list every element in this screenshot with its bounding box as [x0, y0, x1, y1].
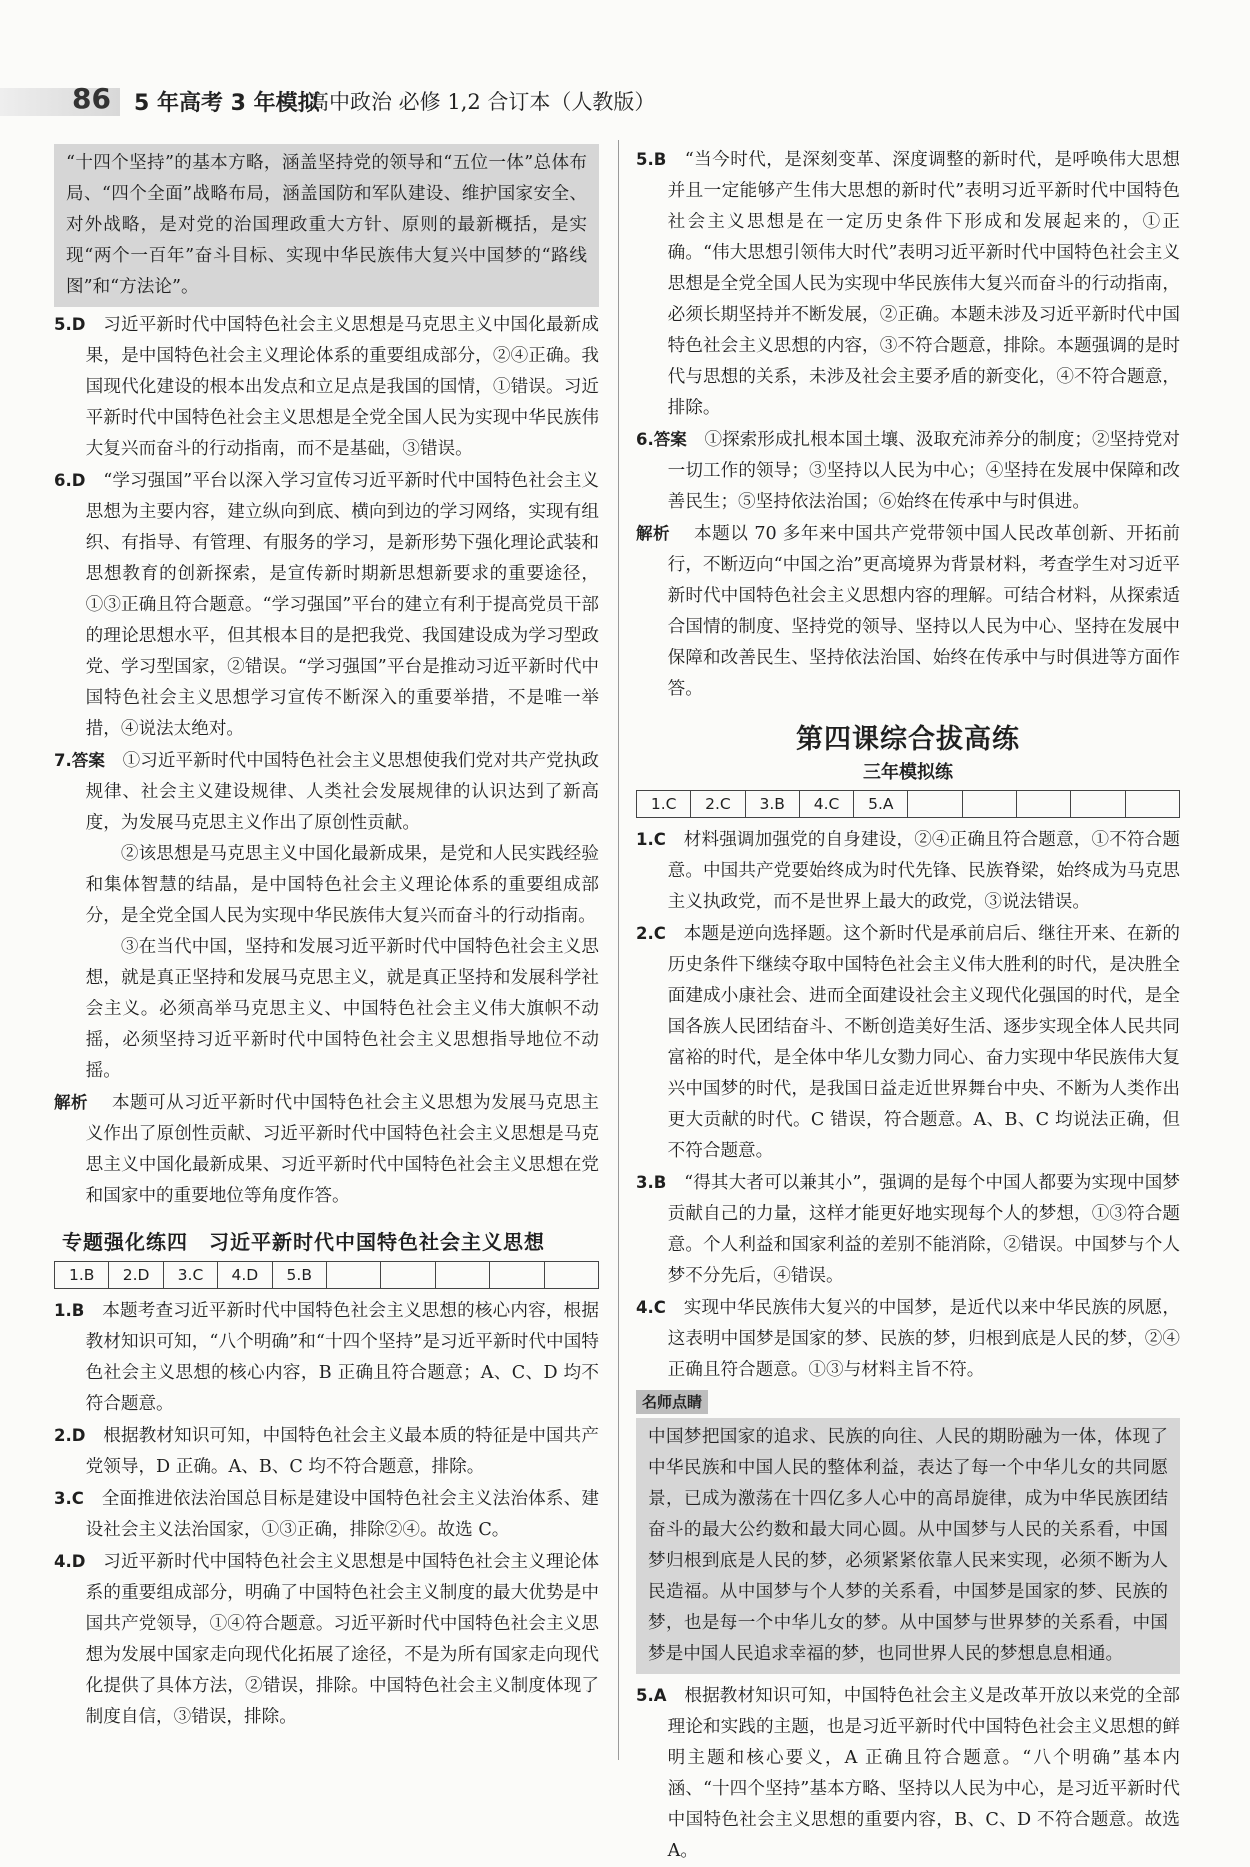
answer-item [636, 1167, 1180, 1292]
right-column [636, 144, 1180, 1867]
answer-item [636, 1292, 1180, 1386]
book-subtitle: 高中政治 必修 1,2 合订本（人教版） [308, 90, 656, 114]
analysis-text: 本题可从习近平新时代中国特色社会主义思想为发展马克思主义作出了原创性贡献、习近平新时代中国特色社会主义思想是马克思主义中国化最新成果、习近平新时代中国特色社会主义思想在党和国家中的重要地位等角度作答。 [85, 1093, 599, 1206]
answer-cell: 3.C [163, 1262, 217, 1289]
item-text: 实现中华民族伟大复兴的中国梦，是近代以来中华民族的夙愿，这表明中国梦是国家的梦、民族的梦，归根到底是人民的梦，②④正确且符合题意。①③与材料主旨不符。 [667, 1298, 1180, 1380]
answer-item [54, 465, 599, 745]
answer-cell: 1.B [55, 1262, 109, 1289]
item-text: “学习强国”平台以深入学习宣传习近平新时代中国特色社会主义思想为主要内容，建立纵向到底、横向到边的学习网络，实现有组织、有指导、有管理、有服务的学习，是新形势下强化理论武装和思想教育的创新探索，是宣传新时期新思想新要求的重要途径，①③正确且符合题意。“学习强国”平台的建立有利于提高党员干部的理论思想水平，但其根本目的是把我党、我国建设成为学习型政党、学习型国家，②错误。“学习强国”平台是推动习近平新时代中国特色社会主义思想学习宣传不断深入的重要举措，不是唯一举措，④说法太绝对。 [85, 471, 599, 739]
item-number: 3.C [54, 1489, 84, 1508]
item-text: 全面推进依法治国总目标是建设中国特色社会主义法治体系、建设社会主义法治国家，①③正确，排除②④。故选 C。 [85, 1489, 599, 1540]
page-header [0, 80, 1250, 122]
answer-item [636, 824, 1180, 918]
item-number: 6.D [54, 471, 86, 490]
answer-cell: 2.C [691, 791, 745, 818]
item-text: 本题考查习近平新时代中国特色社会主义思想的核心内容，根据教材知识可知，“八个明确”和“十四个坚持”是习近平新时代中国特色社会主义思想的核心内容，B 正确且符合题意；A、C、D 均不符合题意。 [85, 1301, 599, 1414]
tip-text: 中国梦把国家的追求、民族的向往、人民的期盼融为一体，体现了中华民族和中国人民的整体利益，表达了每一个中华儿女的共同愿景，已成为激荡在十四亿多人心中的高昂旋律，成为中华民族团结奋斗的最大公约数和最大同心圆。从中国梦与人民的关系看，中国梦归根到底是人民的梦，必须紧紧依靠人民来实现，必须不断为人民造福。从中国梦与个人梦的关系看，中国梦是国家的梦、民族的梦，也是每一个中华儿女的梦。从中国梦与世界梦的关系看，中国梦是中国人民追求幸福的梦，也同世界人民的梦想息息相通。 [648, 1427, 1168, 1664]
answer-item [636, 424, 1180, 518]
item-number: 3.B [636, 1173, 667, 1192]
answer-item [54, 1483, 599, 1546]
continued-analysis-box [54, 144, 599, 307]
answer-item [54, 1295, 599, 1420]
answer-item [636, 918, 1180, 1167]
answer-paragraph: ③在当代中国，坚持和发展习近平新时代中国特色社会主义思想，就是真正坚持和发展马克思主义，就是真正坚持和发展科学社会主义。必须高举马克思主义、中国特色社会主义伟大旗帜不动摇，必须坚持习近平新时代中国特色社会主义思想指导地位不动摇。 [85, 937, 599, 1081]
item-number: 2.D [54, 1426, 86, 1445]
item-text: “当今时代，是深刻变革、深度调整的新时代，是呼唤伟大思想并且一定能够产生伟大思想的新时代”表明习近平新时代中国特色社会主义思想是在一定历史条件下形成和发展起来的，①正确。“伟大思想引领伟大时代”表明习近平新时代中国特色社会主义思想是全党全国人民为实现中华民族伟大复兴而奋斗的行动指南，必须长期坚持并不断发展，②正确。本题未涉及习近平新时代中国特色社会主义思想的内容，③不符合题意，排除。本题强调的是时代与思想的关系，未涉及社会主要矛盾的新变化，④不符合题意，排除。 [667, 150, 1180, 418]
item-text: ①探索形成扎根本国土壤、汲取充沛养分的制度；②坚持党对一切工作的领导；③坚持以人民为中心；④坚持在发展中保障和改善民生；⑤坚持依法治国；⑥始终在传承中与时俱进。 [667, 430, 1180, 512]
item-number: 6.答案 [636, 430, 687, 449]
answer-cell: 5.A [854, 791, 908, 818]
answer-cell: 4.C [799, 791, 853, 818]
answer-paragraph: ②该思想是马克思主义中国化最新成果，是党和人民实践经验和集体智慧的结晶，是中国特色社会主义理论体系的重要组成部分，是全党全国人民为实现中华民族伟大复兴而奋斗的行动指南。 [85, 844, 599, 926]
item-number: 5.D [54, 315, 86, 334]
box-text: “十四个坚持”的基本方略，涵盖坚持党的领导和“五位一体”总体布局、“四个全面”战略布局，涵盖国防和军队建设、维护国家安全、对外战略，是对党的治国理政重大方针、原则的最新概括，是实现“两个一百年”奋斗目标、实现中华民族伟大复兴中国梦的“路线图”和“方法论”。 [66, 153, 587, 297]
answer-cell [381, 1262, 435, 1289]
book-title: 5 年高考 3 年模拟 [134, 91, 320, 116]
item-text: 习近平新时代中国特色社会主义思想是马克思主义中国化最新成果，是中国特色社会主义理论体系的重要组成部分，②④正确。我国现代化建设的根本出发点和立足点是我国的国情，①错误。习近平新时代中国特色社会主义思想是全党全国人民为实现中华民族伟大复兴而奋斗的行动指南，而不是基础，③错误。 [85, 315, 599, 459]
answer-cell [326, 1262, 380, 1289]
left-column [54, 144, 599, 1733]
answer-cell: 2.D [109, 1262, 163, 1289]
item-text: ①习近平新时代中国特色社会主义思想使我们党对共产党执政规律、社会主义建设规律、人类社会发展规律的认识达到了新高度，为发展马克思主义作出了原创性贡献。 [85, 751, 599, 833]
item-number: 5.B [636, 150, 667, 169]
answer-item [54, 1420, 599, 1483]
answer-item [54, 1546, 599, 1733]
answer-cell [435, 1262, 489, 1289]
page-number: 86 [72, 82, 111, 115]
analysis-item [636, 518, 1180, 705]
section-title: 专题强化练四 习近平新时代中国特色社会主义思想 [62, 1230, 545, 1254]
section-title: 第四课综合拔高练 [796, 724, 1020, 755]
analysis-label: 解析 [54, 1093, 88, 1112]
answer-cell: 5.B [272, 1262, 326, 1289]
tip-label: 名师点睛 [636, 1390, 708, 1414]
answer-table [54, 1261, 599, 1289]
answer-item [54, 309, 599, 465]
item-text: 材料强调加强党的自身建设，②④正确且符合题意，①不符合题意。中国共产党要始终成为时代先锋、民族脊梁，始终成为马克思主义执政党，而不是世界上最大的政党，③说法错误。 [667, 830, 1180, 912]
answer-cell [1071, 791, 1125, 818]
answer-cell [544, 1262, 598, 1289]
item-number: 1.B [54, 1301, 85, 1320]
item-text: 本题是逆向选择题。这个新时代是承前启后、继往开来、在新的历史条件下继续夺取中国特色社会主义伟大胜利的时代，是决胜全面建成小康社会、进而全面建设社会主义现代化强国的时代，是全国各族人民团结奋斗、不断创造美好生活、逐步实现全体人民共同富裕的时代，是全体中华儿女勠力同心、奋力实现中华民族伟大复兴中国梦的时代，是我国日益走近世界舞台中央、不断为人类作出更大贡献的时代。C 错误，符合题意。A、B、C 均说法正确，但不符合题意。 [667, 924, 1180, 1161]
analysis-label: 解析 [636, 524, 670, 543]
item-text: “得其大者可以兼其小”，强调的是每个中国人都要为实现中国梦贡献自己的力量，这样才能更好地实现每个人的梦想，①③符合题意。个人利益和国家利益的差别不能消除，②错误。中国梦与个人梦不分先后，④错误。 [667, 1173, 1180, 1286]
item-text: 根据教材知识可知，中国特色社会主义是改革开放以来党的全部理论和实践的主题，也是习近平新时代中国特色社会主义思想的鲜明主题和核心要义，A 正确且符合题意。“八个明确”基本内涵、“十四个坚持”基本方略、坚持以人民为中心，是习近平新时代中国特色社会主义思想的重要内容，B、C、D 不符合题意。故选 A。 [667, 1686, 1180, 1861]
item-number: 2.C [636, 924, 666, 943]
item-number: 4.C [636, 1298, 666, 1317]
analysis-item [54, 1087, 599, 1212]
answer-cell: 1.C [637, 791, 691, 818]
column-divider [618, 140, 619, 1760]
answer-item [54, 745, 599, 839]
section-subtitle: 三年模拟练 [863, 762, 953, 783]
answer-cell: 4.D [218, 1262, 272, 1289]
item-text: 根据教材知识可知，中国特色社会主义最本质的特征是中国共产党领导，D 正确。A、B、C 均不符合题意，排除。 [85, 1426, 599, 1477]
item-number: 1.C [636, 830, 666, 849]
answer-cell [1017, 791, 1071, 818]
tip-box [636, 1418, 1180, 1674]
item-number: 5.A [636, 1686, 667, 1705]
answer-cell [1125, 791, 1179, 818]
answer-cell: 3.B [745, 791, 799, 818]
answer-cell [962, 791, 1016, 818]
answer-table [636, 790, 1180, 818]
answer-cell [490, 1262, 544, 1289]
answer-cell [908, 791, 962, 818]
item-number: 7.答案 [54, 751, 105, 770]
item-text: 习近平新时代中国特色社会主义思想是中国特色社会主义理论体系的重要组成部分，明确了中国特色社会主义制度的最大优势是中国共产党领导，①④符合题意。习近平新时代中国特色社会主义思想为发展中国家走向现代化拓展了途径，不是为所有国家走向现代化提供了具体方法，②错误，排除。中国特色社会主义制度体现了制度自信，③错误，排除。 [85, 1552, 599, 1727]
answer-item [636, 1680, 1180, 1867]
answer-item [636, 144, 1180, 424]
item-number: 4.D [54, 1552, 86, 1571]
analysis-text: 本题以 70 多年来中国共产党带领中国人民改革创新、开拓前行，不断迈向“中国之治”更高境界为背景材料，考查学生对习近平新时代中国特色社会主义思想内容的理解。可结合材料，从探索适合国情的制度、坚持党的领导、坚持以人民为中心、坚持在发展中保障和改善民生、坚持依法治国、始终在传承中与时俱进等方面作答。 [667, 524, 1180, 699]
